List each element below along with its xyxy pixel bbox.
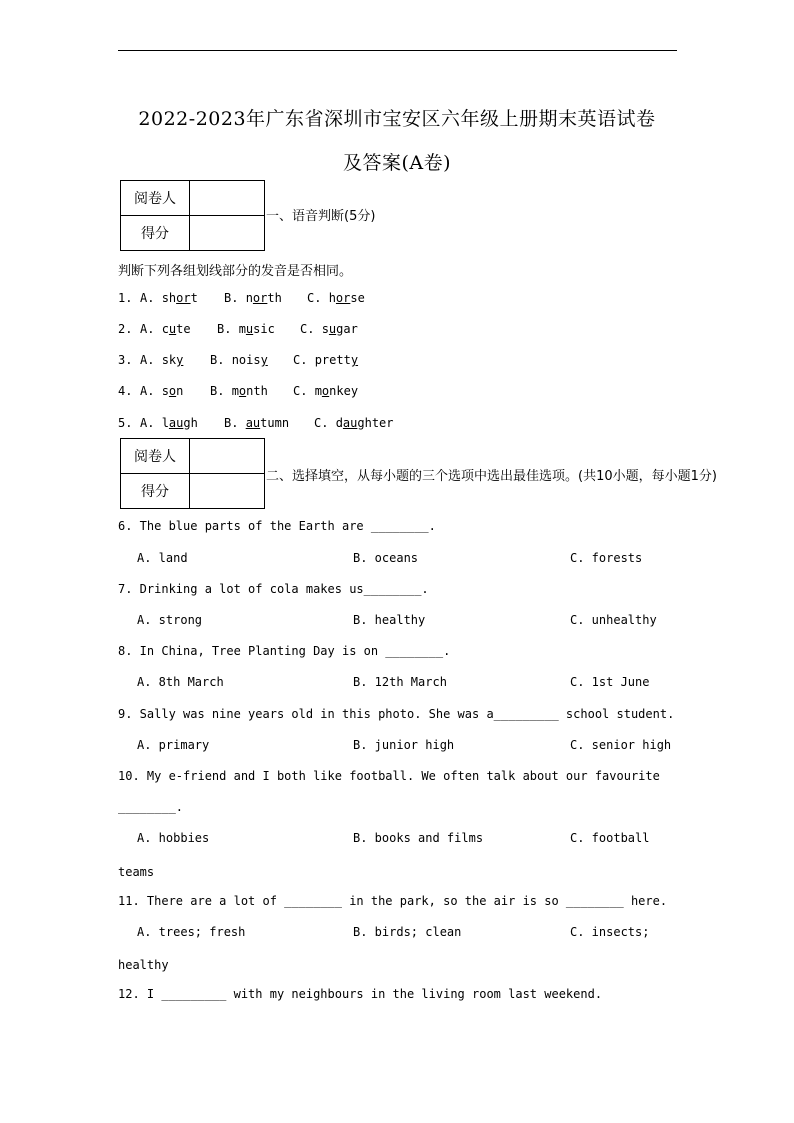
word-post: gh	[183, 416, 198, 430]
underlined-sound: au	[168, 416, 184, 430]
question-stem-continued: ________.	[118, 800, 184, 814]
option-b: B. books and films	[353, 831, 484, 845]
underlined-sound: or	[252, 291, 268, 305]
word-pre: s	[321, 322, 329, 336]
option-letter: C.	[314, 416, 329, 430]
option-letter: B.	[217, 322, 232, 336]
item-number: 2.	[118, 322, 133, 336]
underlined-sound: y	[350, 353, 359, 367]
score-cell	[190, 474, 265, 509]
underlined-sound: o	[238, 384, 247, 398]
option-letter: B.	[210, 353, 225, 367]
option-a: A. hobbies	[137, 831, 210, 845]
reviewer-cell	[190, 439, 265, 474]
option-c-wrapped: teams	[118, 865, 155, 879]
underlined-sound: o	[168, 384, 177, 398]
item-number: 5.	[118, 416, 133, 430]
option-letter: B.	[224, 291, 239, 305]
word-pre: m	[314, 384, 322, 398]
option-b: B. birds; clean	[353, 925, 462, 939]
option-letter: B.	[210, 384, 225, 398]
phonics-option	[293, 353, 358, 367]
word-pre: sh	[161, 291, 177, 305]
phonics-option	[224, 291, 282, 305]
phonics-option	[140, 384, 183, 398]
word-post: sic	[253, 322, 275, 336]
word-post: tumn	[260, 416, 290, 430]
underlined-sound: au	[245, 416, 261, 430]
item-number: 4.	[118, 384, 133, 398]
page-title-continued: 及答案(A卷)	[342, 152, 452, 174]
option-a: A. land	[137, 551, 188, 565]
question-stem: 10. My e-friend and I both like football. We often talk about our favourite	[118, 769, 660, 783]
word-post: th	[267, 291, 282, 305]
grader-box-2	[120, 438, 265, 509]
underlined-sound: o	[321, 384, 330, 398]
section1-heading: 一、语音判断(5分)	[266, 209, 376, 224]
underlined-sound: u	[328, 322, 337, 336]
option-c: C. unhealthy	[570, 613, 657, 627]
question-stem: 6. The blue parts of the Earth are ________.	[118, 519, 436, 533]
option-c-wrapped: healthy	[118, 958, 169, 972]
phonics-option	[307, 291, 365, 305]
option-letter: C.	[300, 322, 315, 336]
option-c: C. 1st June	[570, 675, 650, 689]
word-pre: m	[238, 322, 246, 336]
option-c: C. football	[570, 831, 650, 845]
option-a: A. primary	[137, 738, 210, 752]
word-pre: c	[161, 322, 169, 336]
option-a: A. 8th March	[137, 675, 224, 689]
underlined-sound: or	[176, 291, 191, 305]
word-pre: h	[328, 291, 336, 305]
question-stem: 7. Drinking a lot of cola makes us________.	[118, 582, 429, 596]
phonics-option	[224, 416, 289, 430]
option-letter: C.	[293, 384, 308, 398]
word-post: t	[190, 291, 198, 305]
phonics-option	[140, 416, 198, 430]
word-pre: m	[231, 384, 239, 398]
phonics-option	[210, 384, 268, 398]
word-post: gar	[336, 322, 358, 336]
question-stem: 12. I _________ with my neighbours in the living room last weekend.	[118, 987, 603, 1001]
word-pre: prett	[314, 353, 351, 367]
option-b: B. junior high	[353, 738, 455, 752]
section2-heading: 二、选择填空，从每小题的三个选项中选出最佳选项。(共10小题，每小题1分)	[266, 469, 717, 484]
item-number: 3.	[118, 353, 133, 367]
option-b: B. healthy	[353, 613, 426, 627]
underlined-sound: y	[176, 353, 184, 367]
option-b: B. oceans	[353, 551, 419, 565]
phonics-option	[140, 291, 198, 305]
phonics-option	[217, 322, 275, 336]
phonics-option	[314, 416, 394, 430]
phonics-option	[140, 322, 191, 336]
option-c: C. forests	[570, 551, 643, 565]
underlined-sound: u	[245, 322, 254, 336]
header-rule	[118, 50, 677, 51]
section1-instruction: 判断下列各组划线部分的发音是否相同。	[118, 264, 353, 279]
word-post: se	[350, 291, 365, 305]
option-letter: A.	[140, 322, 155, 336]
phonics-option	[140, 353, 183, 367]
score-label: 得分	[121, 474, 190, 509]
word-pre: sk	[161, 353, 177, 367]
underlined-sound: y	[260, 353, 268, 367]
underlined-sound: au	[342, 416, 358, 430]
option-c: C. senior high	[570, 738, 672, 752]
phonics-option	[210, 353, 268, 367]
word-post: nkey	[329, 384, 359, 398]
option-letter: A.	[140, 384, 155, 398]
word-pre: n	[245, 291, 253, 305]
question-stem: 9. Sally was nine years old in this photo. She was a_________ school student.	[118, 707, 675, 721]
underlined-sound: or	[335, 291, 351, 305]
option-c: C. insects;	[570, 925, 650, 939]
option-letter: C.	[293, 353, 308, 367]
word-pre: l	[161, 416, 169, 430]
item-number: 1.	[118, 291, 133, 305]
page-title: 2022-2023年广东省深圳市宝安区六年级上册期末英语试卷	[138, 108, 656, 130]
question-stem: 8. In China, Tree Planting Day is on ________.	[118, 644, 451, 658]
word-pre: d	[335, 416, 343, 430]
option-b: B. 12th March	[353, 675, 447, 689]
reviewer-cell	[190, 181, 265, 216]
option-letter: C.	[307, 291, 322, 305]
option-a: A. trees; fresh	[137, 925, 246, 939]
reviewer-label: 阅卷人	[121, 181, 190, 216]
word-post: ghter	[357, 416, 394, 430]
option-letter: A.	[140, 291, 155, 305]
reviewer-label: 阅卷人	[121, 439, 190, 474]
score-label: 得分	[121, 216, 190, 251]
score-cell	[190, 216, 265, 251]
option-letter: A.	[140, 416, 155, 430]
underlined-sound: u	[168, 322, 177, 336]
word-pre: nois	[231, 353, 261, 367]
grader-box-1	[120, 180, 265, 251]
option-a: A. strong	[137, 613, 203, 627]
option-letter: A.	[140, 353, 155, 367]
word-pre: s	[161, 384, 169, 398]
option-letter: B.	[224, 416, 239, 430]
word-post: nth	[246, 384, 268, 398]
question-stem: 11. There are a lot of ________ in the park, so the air is so ________ here.	[118, 894, 668, 908]
phonics-option	[293, 384, 358, 398]
word-post: n	[176, 384, 184, 398]
phonics-option	[300, 322, 358, 336]
word-post: te	[176, 322, 191, 336]
